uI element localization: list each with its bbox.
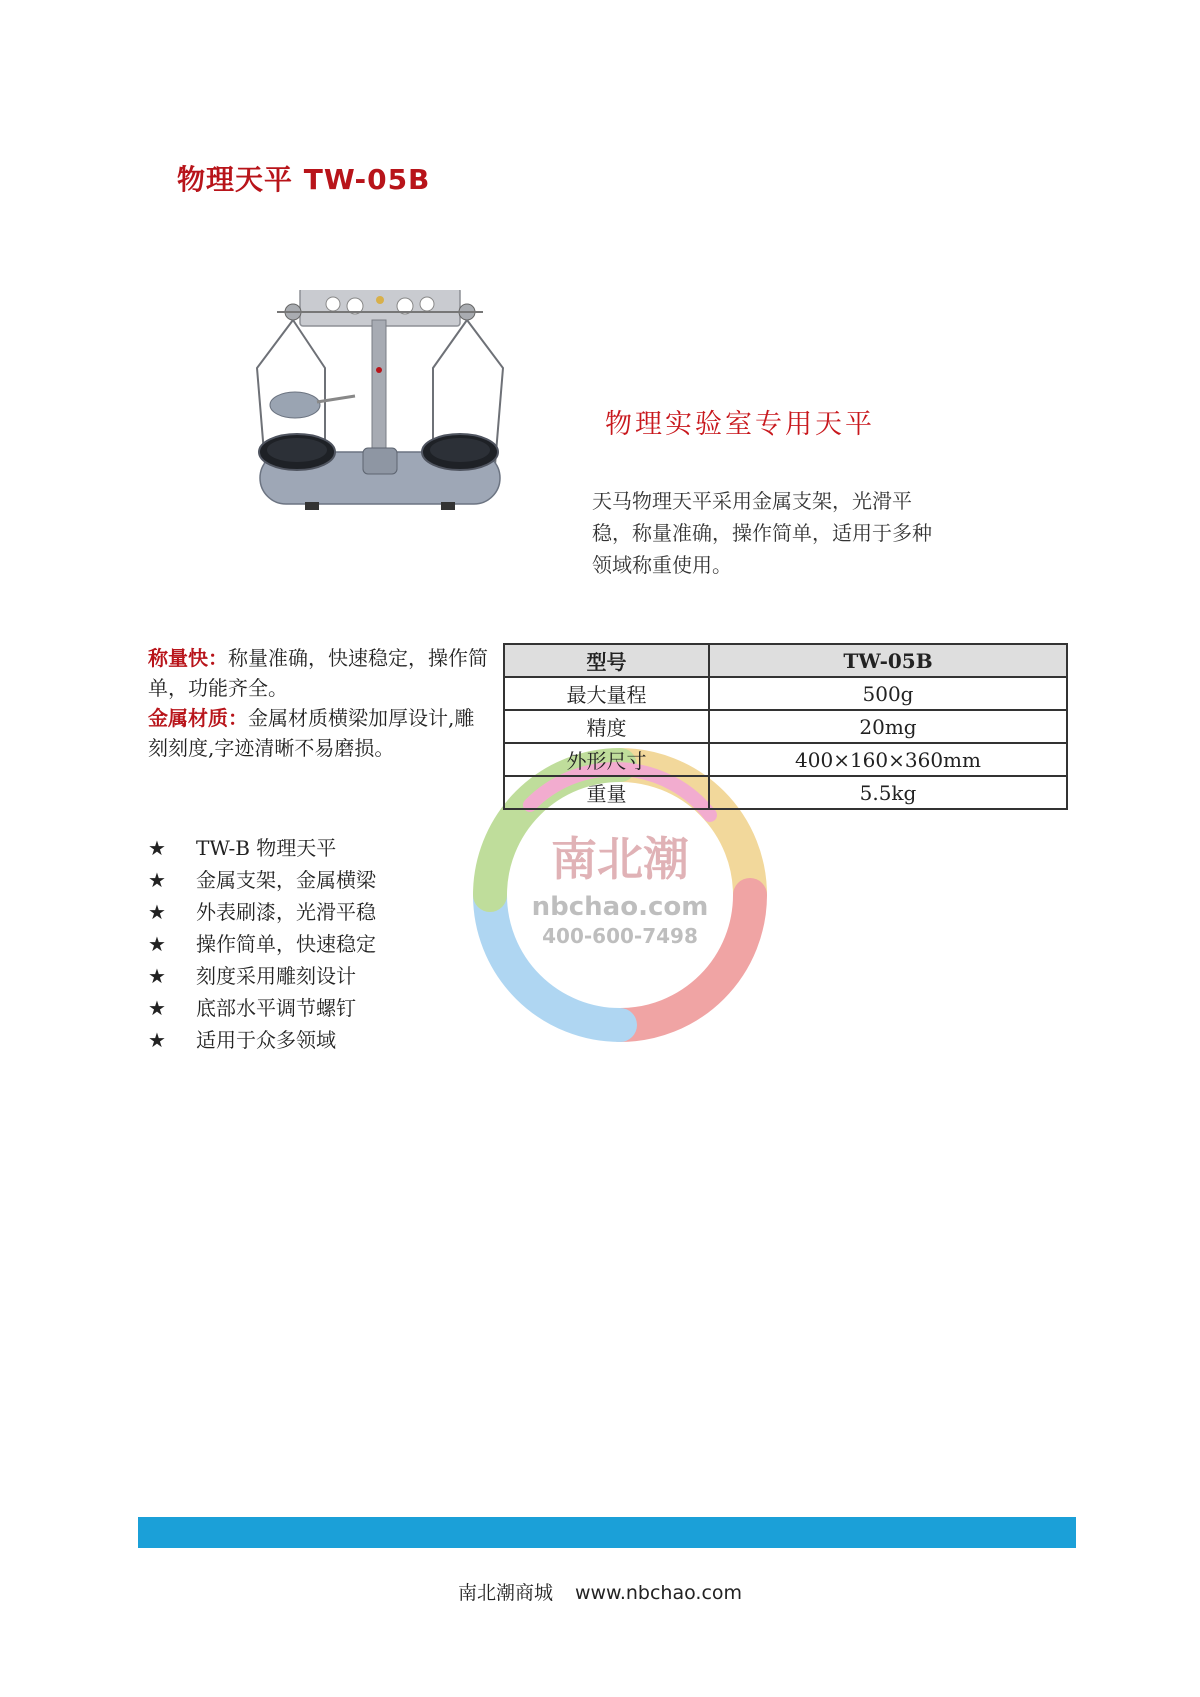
star-icon: ★ bbox=[148, 836, 166, 860]
list-item-text: 外表刷漆，光滑平稳 bbox=[196, 900, 376, 924]
list-item bbox=[148, 992, 376, 1024]
watermark-domain: nbchao.com bbox=[531, 892, 709, 922]
footer-store-name: 南北潮商城 bbox=[457, 1582, 553, 1604]
table-cell: 500g bbox=[709, 677, 1067, 710]
table-cell: 重量 bbox=[504, 776, 709, 809]
feature-text: 金属材质横梁加厚设计,雕刻刻度,字迹清晰不易磨损。 bbox=[148, 706, 475, 760]
balance-scale-image bbox=[255, 290, 525, 550]
list-item bbox=[148, 896, 376, 928]
feature-text: 称量准确，快速稳定，操作简单，功能齐全。 bbox=[148, 646, 488, 700]
table-cell: 5.5kg bbox=[709, 776, 1067, 809]
list-item-text: 金属支架，金属横梁 bbox=[196, 868, 376, 892]
spec-table bbox=[503, 643, 1068, 810]
list-item-text: 操作简单，快速稳定 bbox=[196, 932, 376, 956]
footer-bar bbox=[138, 1517, 1076, 1548]
bullet-list bbox=[148, 832, 376, 1056]
page-title: 物理天平 TW-05B bbox=[177, 163, 431, 196]
list-item-text: TW-B 物理天平 bbox=[196, 836, 337, 860]
star-icon: ★ bbox=[148, 932, 166, 956]
watermark-phone: 400-600-7498 bbox=[542, 924, 698, 948]
product-subtitle: 物理实验室专用天平 bbox=[605, 409, 875, 440]
star-icon: ★ bbox=[148, 1028, 166, 1052]
list-item bbox=[148, 1024, 376, 1056]
footer-url-link[interactable]: www.nbchao.com bbox=[574, 1582, 743, 1604]
table-header-row bbox=[504, 644, 1067, 677]
table-row bbox=[504, 677, 1067, 710]
table-row bbox=[504, 710, 1067, 743]
table-header-cell: 型号 bbox=[504, 644, 709, 677]
list-item bbox=[148, 832, 376, 864]
list-item-text: 底部水平调节螺钉 bbox=[196, 996, 356, 1020]
star-icon: ★ bbox=[148, 964, 166, 988]
list-item-text: 适用于众多领域 bbox=[196, 1028, 336, 1052]
footer bbox=[0, 1578, 1200, 1605]
table-cell: 最大量程 bbox=[504, 677, 709, 710]
feature-item bbox=[148, 643, 488, 703]
list-item bbox=[148, 960, 376, 992]
feature-label: 称量快： bbox=[148, 646, 228, 670]
star-icon: ★ bbox=[148, 900, 166, 924]
table-cell: 400×160×360mm bbox=[709, 743, 1067, 776]
star-icon: ★ bbox=[148, 996, 166, 1020]
table-cell: 精度 bbox=[504, 710, 709, 743]
feature-label: 金属材质： bbox=[148, 706, 248, 730]
list-item-text: 刻度采用雕刻设计 bbox=[196, 964, 356, 988]
list-item bbox=[148, 864, 376, 896]
table-cell: 外形尺寸 bbox=[504, 743, 709, 776]
table-row bbox=[504, 776, 1067, 809]
product-description: 天马物理天平采用金属支架，光滑平稳，称量准确，操作简单，适用于多种领域称重使用。 bbox=[592, 489, 932, 577]
table-header-cell: TW-05B bbox=[709, 644, 1067, 677]
table-row bbox=[504, 743, 1067, 776]
list-item bbox=[148, 928, 376, 960]
star-icon: ★ bbox=[148, 868, 166, 892]
table-cell: 20mg bbox=[709, 710, 1067, 743]
watermark-brand: 南北潮 bbox=[551, 832, 689, 886]
